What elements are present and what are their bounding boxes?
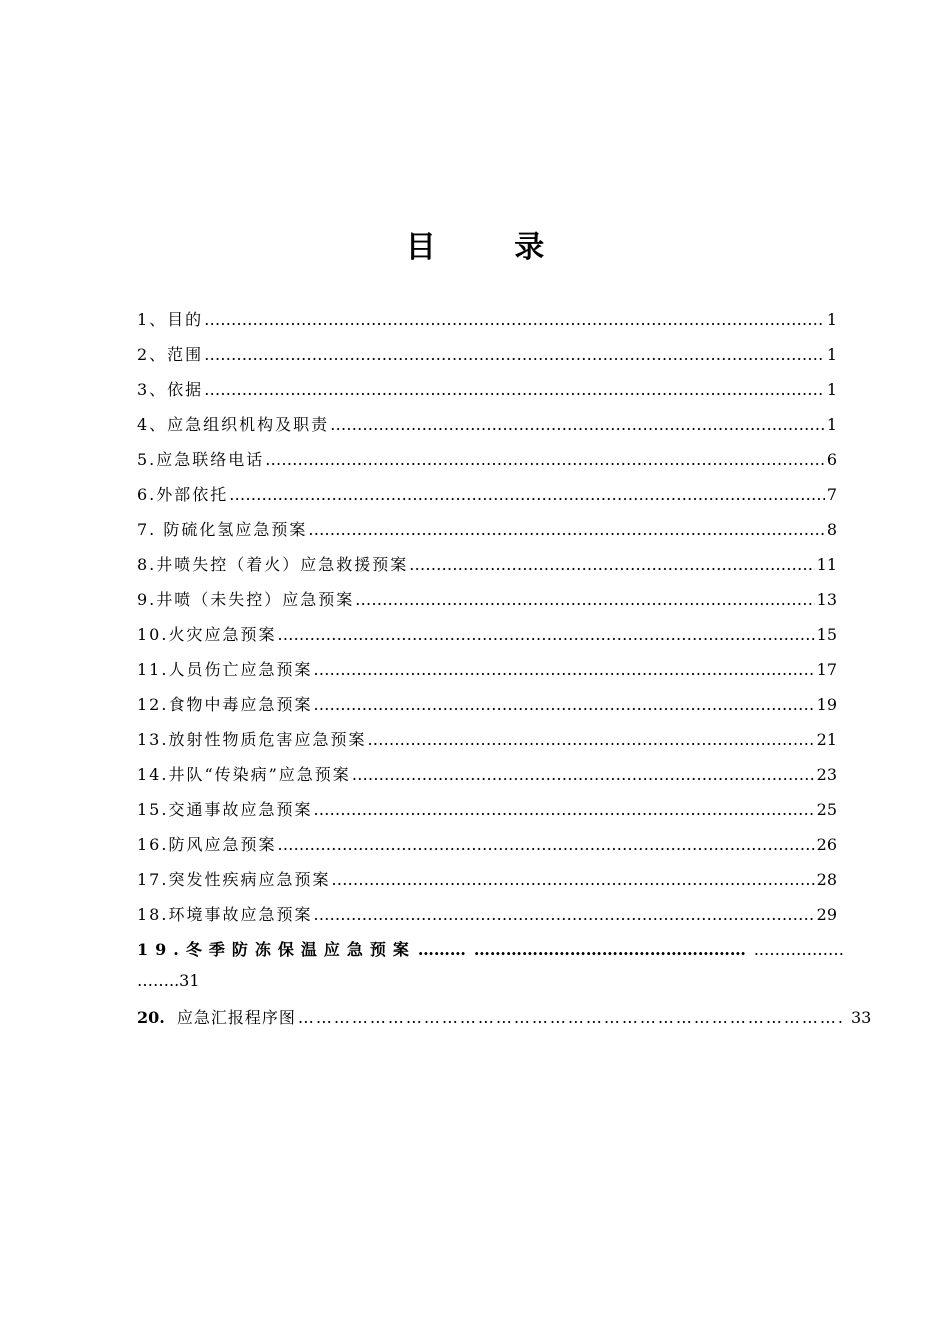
toc-entry[interactable]	[137, 692, 837, 727]
toc-entry-page: 21	[816, 730, 837, 749]
dot-leader	[229, 485, 825, 504]
toc-entry-19[interactable]	[137, 937, 845, 1005]
dot-leader	[313, 660, 814, 679]
toc-entry-page: 23	[816, 765, 837, 784]
toc-entry[interactable]	[137, 482, 837, 517]
toc-entry[interactable]	[137, 902, 837, 937]
toc-entry-page: 29	[816, 905, 837, 924]
toc-entry-label: 7. 防硫化氢应急预案	[137, 520, 308, 539]
toc-entry-label: 应急汇报程序图	[176, 1008, 296, 1027]
toc-entry-page: 13	[816, 590, 837, 609]
dot-leader: ………	[417, 940, 466, 959]
toc-entry-label: 3、依据	[137, 380, 204, 399]
dot-leader	[277, 835, 814, 854]
toc-entry-page: 26	[816, 835, 837, 854]
toc-entry-page: 17	[816, 660, 837, 679]
toc-entry-page: 6	[826, 450, 837, 469]
toc-entry-label: 12.食物中毒应急预案	[137, 695, 313, 714]
toc-entry-20[interactable]	[137, 1005, 872, 1039]
toc-entry-page: 19	[816, 695, 837, 714]
toc-entry-page: 1	[826, 415, 837, 434]
dot-leader	[352, 765, 815, 784]
toc-entry-page: 1	[826, 380, 837, 399]
toc-entry-label: 10.火灾应急预案	[137, 625, 277, 644]
dot-leader	[367, 730, 814, 749]
toc-entry-label: 8.井喷失控（着火）应急救援预案	[137, 555, 409, 574]
toc-entry[interactable]	[137, 622, 837, 657]
toc-entry-label: 18.环境事故应急预案	[137, 905, 313, 924]
dot-leader	[277, 625, 814, 644]
page-title: 目 录	[405, 230, 579, 265]
toc-entry-label: 13.放射性物质危害应急预案	[137, 730, 367, 749]
toc-entry-label: 2、范围	[137, 345, 204, 364]
toc-entry-page: 11	[816, 555, 837, 574]
dot-leader	[308, 520, 824, 539]
toc-entry-label: 17.突发性疾病应急预案	[137, 870, 331, 889]
toc-entry[interactable]	[137, 762, 837, 797]
toc-entry-label: 1、目的	[137, 310, 204, 329]
toc-entry[interactable]	[137, 517, 837, 552]
toc-entry-label: 19.冬季防冻保温应急预案	[137, 940, 416, 959]
dot-leader: ..……………	[753, 940, 845, 959]
toc-entry-label: 14.井队“传染病”应急预案	[137, 765, 351, 784]
table-of-contents	[137, 307, 872, 1039]
toc-entry-label: 11.人员伤亡应急预案	[137, 660, 313, 679]
dot-leader	[313, 800, 814, 819]
toc-entry[interactable]	[137, 657, 837, 692]
toc-entry[interactable]	[137, 342, 837, 377]
toc-entry[interactable]	[137, 552, 837, 587]
toc-entry[interactable]	[137, 867, 837, 902]
toc-entry[interactable]	[137, 832, 837, 867]
dot-leader	[313, 905, 814, 924]
toc-entry-page: 15	[816, 625, 837, 644]
dot-leader	[204, 345, 825, 364]
toc-entry-page: 1	[826, 310, 837, 329]
toc-entry-page: 25	[816, 800, 837, 819]
dot-leader	[313, 695, 814, 714]
dot-leader: ……………………………………………	[473, 940, 746, 959]
toc-entry[interactable]	[137, 307, 837, 342]
toc-entry-number: 20.	[137, 1008, 165, 1027]
toc-entry-page: 7	[826, 485, 837, 504]
toc-entry-label: 15.交通事故应急预案	[137, 800, 313, 819]
dot-leader	[330, 415, 825, 434]
toc-entry[interactable]	[137, 797, 837, 832]
toc-entry-label: 6.外部依托	[137, 485, 229, 504]
toc-entry-label: 9.井喷（未失控）应急预案	[137, 590, 355, 609]
dot-leader: ……………………………………………………………………………….	[297, 1008, 845, 1027]
toc-entry[interactable]	[137, 377, 837, 412]
toc-entry[interactable]	[137, 587, 837, 622]
toc-entry[interactable]	[137, 447, 837, 482]
dot-leader	[204, 310, 825, 329]
toc-entry-label: 5.应急联络电话	[137, 450, 265, 469]
toc-entry[interactable]	[137, 727, 837, 762]
dot-leader	[204, 380, 825, 399]
dot-leader	[409, 555, 814, 574]
toc-entry-page: 1	[826, 345, 837, 364]
toc-entry-page: 28	[816, 870, 837, 889]
toc-entry-label: 16.防风应急预案	[137, 835, 277, 854]
toc-entry-page: ……..31	[137, 971, 200, 990]
dot-leader	[355, 590, 814, 609]
dot-leader	[265, 450, 825, 469]
dot-leader	[331, 870, 814, 889]
toc-entry-page: 8	[826, 520, 837, 539]
toc-entry-page: 33	[850, 1008, 872, 1027]
toc-entry[interactable]	[137, 412, 837, 447]
toc-entry-label: 4、应急组织机构及职责	[137, 415, 330, 434]
